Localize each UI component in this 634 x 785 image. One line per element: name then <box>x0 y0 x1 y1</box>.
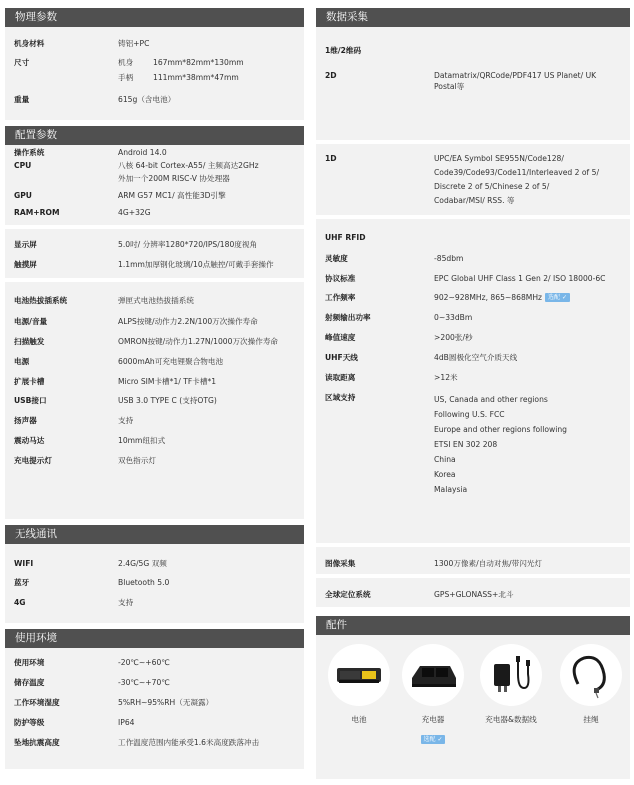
spec-value: >200张/秒 <box>434 333 473 342</box>
spec-label: WIFI <box>14 559 34 568</box>
spec-value-line: Discrete 2 of 5/Chinese 2 of 5/ <box>434 182 550 191</box>
wireless-title: 无线通讯 <box>5 525 304 544</box>
accessories-title: 配件 <box>316 616 630 635</box>
spec-value: 支持 <box>118 598 134 607</box>
spec-label: 扩展卡槽 <box>14 377 45 386</box>
physical-title: 物理参数 <box>5 8 304 27</box>
right-column <box>316 8 630 779</box>
spec-label: RAM+ROM <box>14 208 60 217</box>
spec-value: 八核 64-bit Cortex-A55/ 主频高达2GHz <box>118 161 259 170</box>
spec-value: >12米 <box>434 373 458 382</box>
spec-value-line: UPC/EA Symbol SE955N/Code128/ <box>434 154 564 163</box>
row-divider <box>316 215 630 219</box>
spec-value: IP64 <box>118 718 135 727</box>
battery-icon <box>328 644 390 706</box>
spec-value: 167mm*82mm*130mm <box>153 58 244 67</box>
spec-label: 重量 <box>14 95 30 104</box>
spec-value: OMRON按键/动作力1.27N/1000万次操作寿命 <box>118 337 279 346</box>
wireless-section <box>5 525 304 623</box>
spec-value: -30℃~+70℃ <box>118 678 170 687</box>
row-divider <box>5 278 304 282</box>
row-divider <box>316 543 630 547</box>
spec-value: EPC Global UHF Class 1 Gen 2/ ISO 18000-6C <box>434 274 606 283</box>
spec-value: 工作温度范围内能承受1.6米高度跌落冲击 <box>118 738 260 747</box>
spec-sublabel: 手柄 <box>118 73 134 82</box>
spec-label: 读取距离 <box>325 373 356 382</box>
spec-label: 灵敏度 <box>325 254 348 263</box>
spec-value: 双色指示灯 <box>118 456 156 465</box>
spec-label: 工作频率 <box>325 293 356 302</box>
accessories-section <box>316 616 630 779</box>
spec-value: -85dbm <box>434 254 464 263</box>
region-line: Korea <box>434 470 456 479</box>
region-line: Malaysia <box>434 485 468 494</box>
spec-label: 储存温度 <box>14 678 45 687</box>
spec-value: ARM G57 MC1/ 高性能3D引擎 <box>118 191 226 200</box>
spec-label: 图像采集 <box>325 559 356 568</box>
accessory-label: 充电器 <box>421 715 445 724</box>
spec-label: 显示屏 <box>14 240 37 249</box>
spec-label: 2D <box>325 71 337 80</box>
spec-value: 支持 <box>118 416 134 425</box>
row-divider <box>316 140 630 144</box>
spec-value-line: Codabar/MSI/ RSS. 等 <box>434 196 515 205</box>
data-capture-section <box>316 8 630 607</box>
spec-value: 4G+32G <box>118 208 151 217</box>
spec-value: 615g（含电池） <box>118 95 176 104</box>
spec-label: 区域支持 <box>325 393 356 402</box>
lanyard-icon <box>560 644 622 706</box>
region-line: US, Canada and other regions <box>434 395 548 404</box>
spec-value: ALPS按键/动作力2.2N/100万次操作寿命 <box>118 317 258 326</box>
uhf-title: UHF RFID <box>325 233 366 242</box>
optional-badge: 选配 ✓ <box>545 293 570 302</box>
spec-value: Bluetooth 5.0 <box>118 578 170 587</box>
optional-badge: 选配 ✓ <box>421 735 446 744</box>
spec-value: 2.4G/5G 双频 <box>118 559 167 568</box>
spec-label: 电源 <box>14 357 30 366</box>
accessory-adapter-cable <box>478 644 544 725</box>
spec-label: 峰值速度 <box>325 333 356 342</box>
region-line: Europe and other regions following <box>434 425 567 434</box>
spec-label: 机身材料 <box>14 39 45 48</box>
spec-value: Datamatrix/QRCode/PDF417 US Planet/ UK Postal等 <box>434 71 597 91</box>
spec-label: 使用环境 <box>14 658 45 667</box>
spec-label: 扫描触发 <box>14 337 45 346</box>
accessory-charger <box>400 644 466 746</box>
spec-value: 铸铝+PC <box>118 39 150 48</box>
physical-section <box>5 8 304 120</box>
spec-value: 外加一个200M RISC-V 协处理器 <box>118 174 230 183</box>
charger-dock-icon <box>402 644 464 706</box>
spec-value: 5.0吋/ 分辨率1280*720/IPS/180度视角 <box>118 240 258 249</box>
spec-value: Micro SIM卡槽*1/ TF卡槽*1 <box>118 377 217 386</box>
spec-label: 4G <box>14 598 26 607</box>
spec-value: 弹匣式电池热拔插系统 <box>118 296 194 305</box>
spec-label: 射频输出功率 <box>325 313 371 322</box>
spec-label: 1维/2维码 <box>325 46 362 55</box>
spec-label: 防护等级 <box>14 718 45 727</box>
frequency-text: 902~928MHz, 865~868MHz <box>434 293 543 302</box>
spec-label: 触摸屏 <box>14 260 37 269</box>
left-column <box>5 8 304 769</box>
config-title: 配置参数 <box>5 126 304 145</box>
spec-value: -20℃~+60℃ <box>118 658 170 667</box>
accessory-battery <box>326 644 392 725</box>
spec-value: Android 14.0 <box>118 148 167 157</box>
spec-label: 坠地抗震高度 <box>14 738 60 747</box>
spec-label: 震动马达 <box>14 436 45 445</box>
spec-value: 10mm纽扣式 <box>118 436 166 445</box>
region-line: China <box>434 455 456 464</box>
spec-label: 充电提示灯 <box>14 456 52 465</box>
region-line: ETSI EN 302 208 <box>434 440 498 449</box>
spec-sublabel: 机身 <box>118 58 134 67</box>
spec-value: 1300万像素/自动对焦/带闪光灯 <box>434 559 542 568</box>
spec-label: 1D <box>325 154 337 163</box>
row-divider <box>5 225 304 229</box>
config-section <box>5 126 304 519</box>
spec-label: UHF天线 <box>325 353 358 362</box>
spec-value: GPS+GLONASS+北斗 <box>434 590 514 599</box>
spec-label: GPU <box>14 191 32 200</box>
row-divider <box>316 574 630 578</box>
spec-value: 111mm*38mm*47mm <box>153 73 239 82</box>
spec-label: 扬声器 <box>14 416 37 425</box>
spec-label: 电源/音量 <box>14 317 48 326</box>
accessory-label: 电池 <box>351 715 367 724</box>
spec-label: 操作系统 <box>14 148 45 157</box>
accessory-label: 挂绳 <box>583 715 599 724</box>
accessory-lanyard <box>558 644 624 725</box>
spec-label: 全球定位系统 <box>325 590 371 599</box>
spec-value: 5%RH~95%RH（无凝露） <box>118 698 214 707</box>
spec-label: 电池热拔插系统 <box>14 296 68 305</box>
spec-value: USB 3.0 TYPE C (支持OTG) <box>118 396 217 405</box>
spec-value: 1.1mm加厚钢化玻璃/10点触控/可戴手套操作 <box>118 260 274 269</box>
environment-title: 使用环境 <box>5 629 304 648</box>
adapter-cable-icon <box>480 644 542 706</box>
region-line: Following U.S. FCC <box>434 410 505 419</box>
spec-value: 6000mAh可充电锂聚合物电池 <box>118 357 224 366</box>
spec-label: 蓝牙 <box>14 578 30 587</box>
environment-section <box>5 629 304 769</box>
spec-value: 0~33dBm <box>434 313 473 322</box>
spec-label: CPU <box>14 161 32 170</box>
spec-label: 工作环境湿度 <box>14 698 60 707</box>
spec-value-line: Code39/Code93/Code11/Interleaved 2 of 5/ <box>434 168 600 177</box>
spec-value: 4dB圆极化空气介质天线 <box>434 353 518 362</box>
spec-label: USB接口 <box>14 396 47 405</box>
spec-label: 尺寸 <box>14 58 30 67</box>
data-capture-title: 数据采集 <box>316 8 630 27</box>
spec-value <box>434 292 570 303</box>
spec-label: 协议标准 <box>325 274 356 283</box>
accessory-label: 充电器&数据线 <box>485 715 537 724</box>
